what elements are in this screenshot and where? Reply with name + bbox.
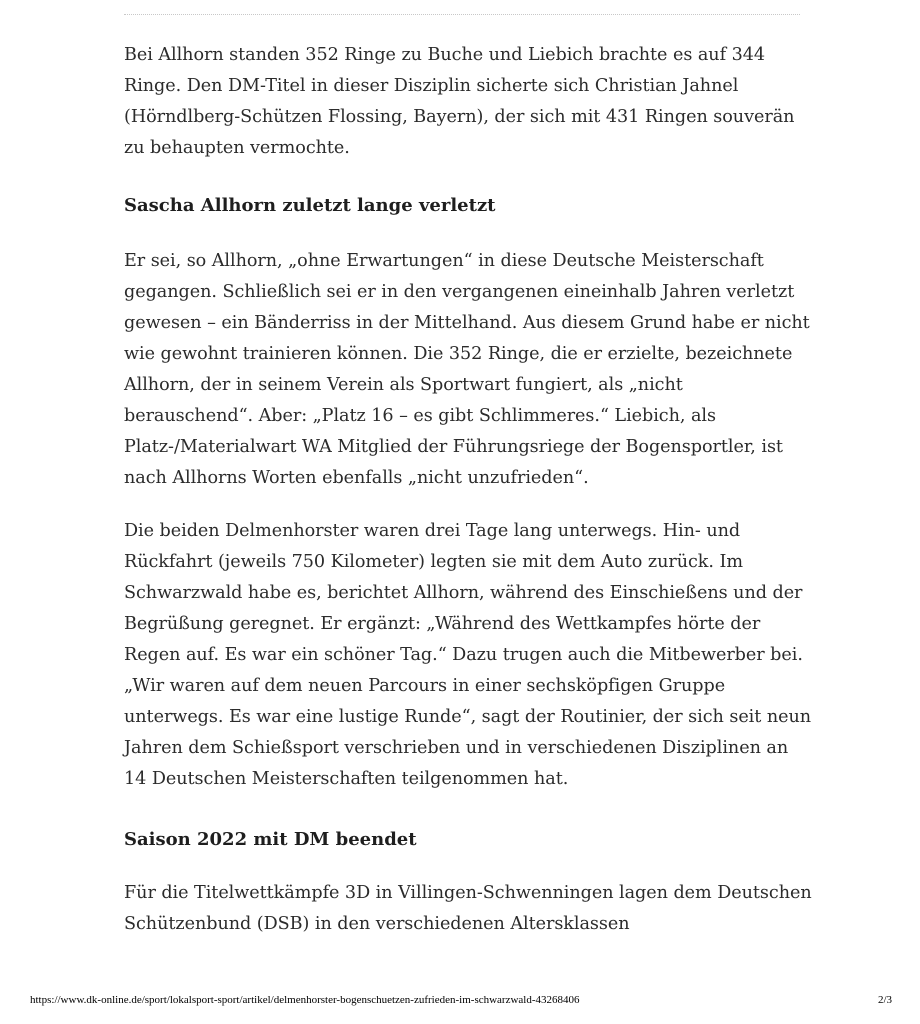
paragraph-1: Bei Allhorn standen 352 Ringe zu Buche und Liebich brachte es auf 344 Ringe. Den DM-Titel in dieser Disziplin sicherte sich Christian Jahnel (Hörndlberg-Schützen Flossing, Bayern), der sich mit 431 Ringen souverän zu behaupten vermochte. <box>124 45 795 158</box>
paragraph-4: Für die Titelwettkämpfe 3D in Villingen-Schwenningen lagen dem Deutschen Schützenbund (DSB) in den verschiedenen Altersklassen <box>124 883 812 934</box>
footer-url: https://www.dk-online.de/sport/lokalsport-sport/artikel/delmenhorster-bogenschuetzen-zufrieden-im-schwarzwald-43268406 <box>30 994 580 1006</box>
paragraph-3: Die beiden Delmenhorster waren drei Tage lang unterwegs. Hin- und Rückfahrt (jeweils 750 Kilometer) legten sie mit dem Auto zurück. Im Schwarzwald habe es, berichtet Allhorn, während des Einschießens und der Begrüßung geregnet. Er ergänzt: „Während des Wettkampfes hörte der Regen auf. Es war ein schöner Tag.“ Dazu trugen auch die Mitbewerber bei. „Wir waren auf dem neuen Parcours in einer sechsköpfigen Gruppe unterwegs. Es war eine lustige Runde“, sagt der Routinier, der sich seit neun Jahren dem Schießsport verschrieben und in verschiedenen Disziplinen an 14 Deutschen Meisterschaften teilgenommen hat. <box>124 521 812 789</box>
top-divider <box>124 14 800 15</box>
subheading-allhorn-injured: Sascha Allhorn zuletzt lange verletzt <box>124 195 496 216</box>
footer-page-number: 2/3 <box>877 994 892 1006</box>
print-footer <box>30 994 892 1006</box>
subheading-season-2022: Saison 2022 mit DM beendet <box>124 829 417 850</box>
paragraph-2: Er sei, so Allhorn, „ohne Erwartungen“ in diese Deutsche Meisterschaft gegangen. Schließlich sei er in den vergangenen eineinhalb Jahren verletzt gewesen – ein Bänderriss in der Mittelhand. Aus diesem Grund habe er nicht wie gewohnt trainieren können. Die 352 Ringe, die er erzielte, bezeichnete Allhorn, der in seinem Verein als Sportwart fungiert, als „nicht berauschend“. Aber: „Platz 16 – es gibt Schlimmeres.“ Liebich, als Platz-/Materialwart WA Mitglied der Führungsriege der Bogensportler, ist nach Allhorns Worten ebenfalls „nicht unzufrieden“. <box>124 251 810 488</box>
